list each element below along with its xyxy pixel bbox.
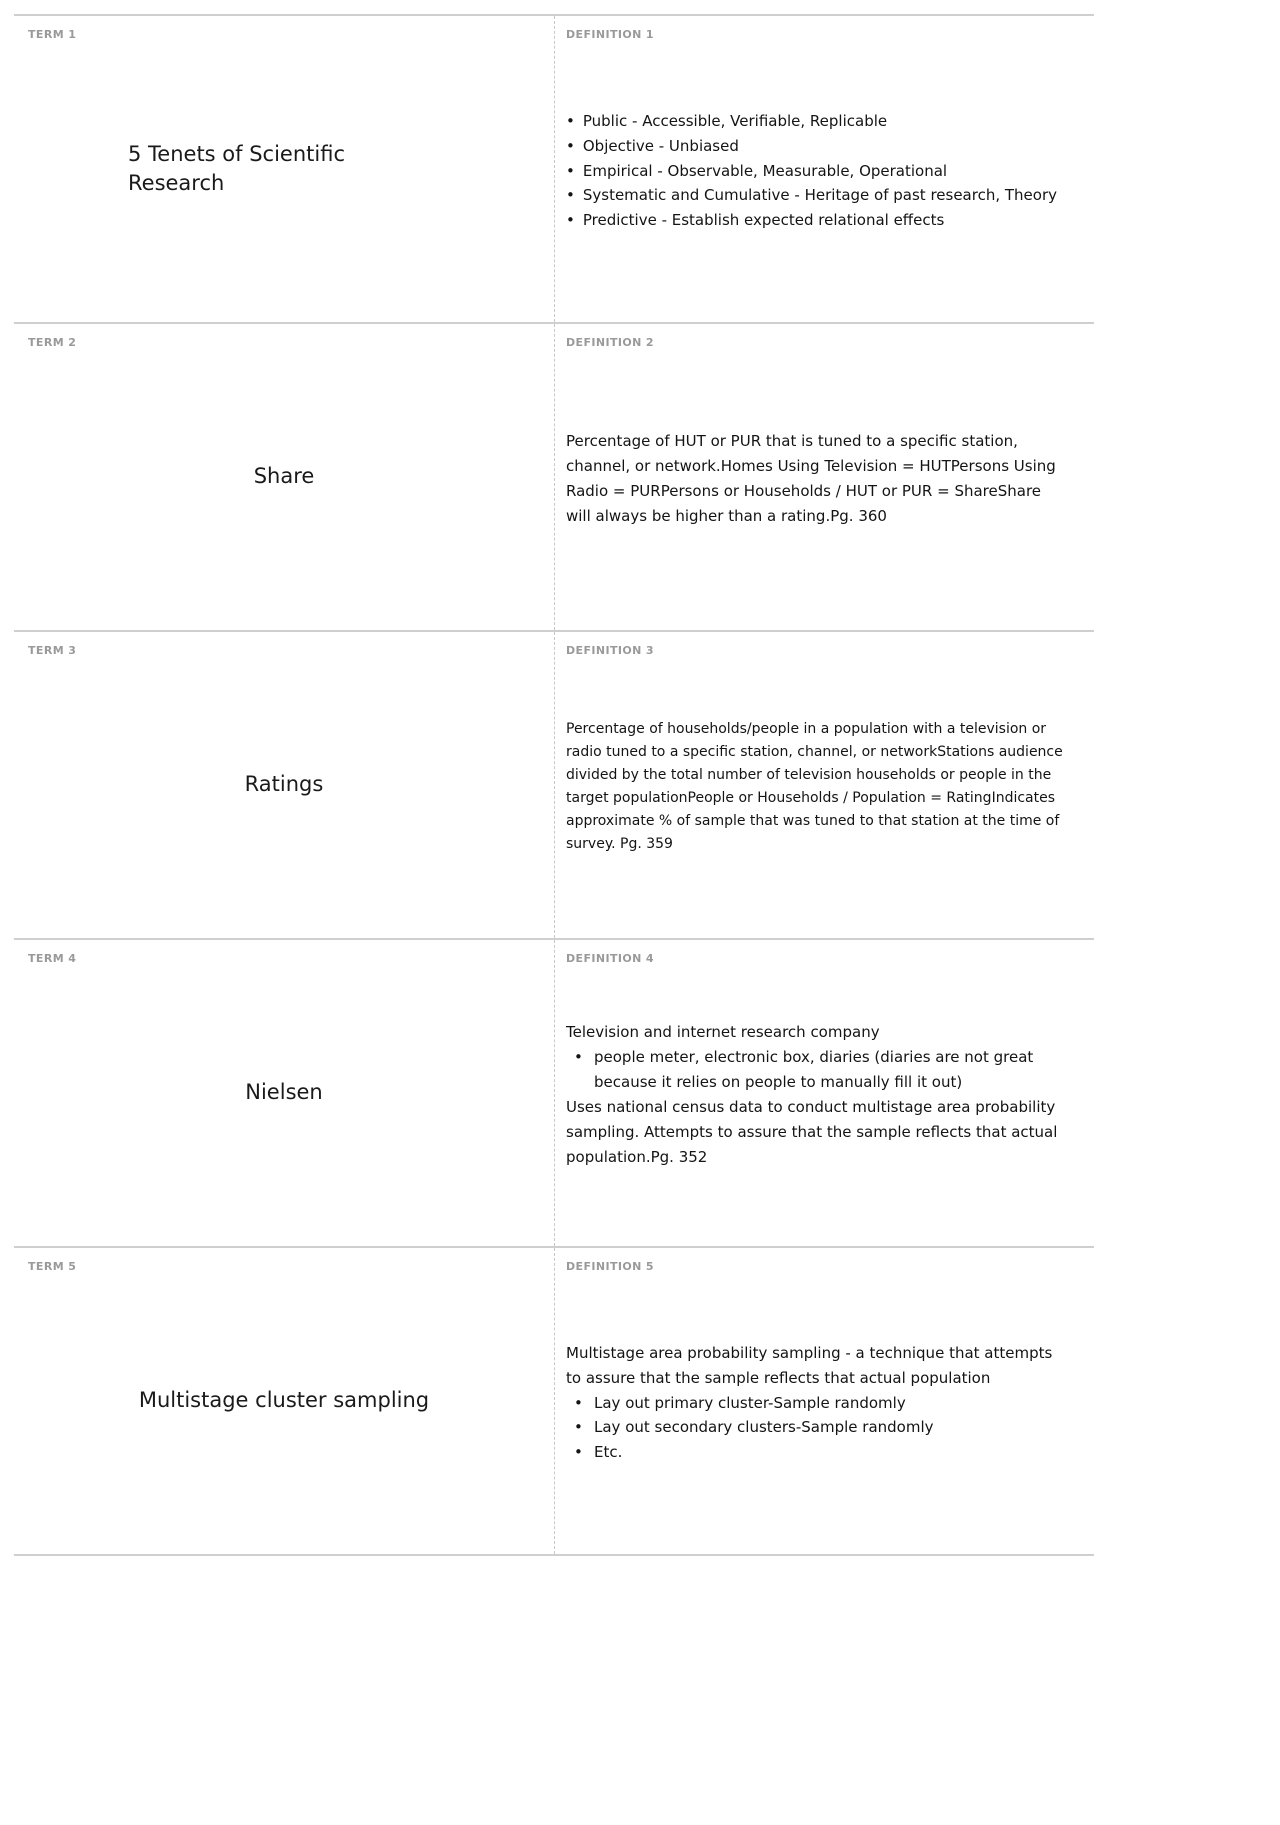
term-cell-2 — [14, 324, 554, 630]
term-label: TERM 2 — [28, 336, 77, 349]
bullet-item: • people meter, electronic box, diaries (diaries are not great because it relies on people to manually fill it out) — [566, 1045, 1066, 1095]
term-text: Ratings — [244, 772, 324, 797]
term-label: TERM 4 — [28, 952, 77, 965]
term-cell-5 — [14, 1248, 554, 1554]
definition-cell-2 — [554, 324, 1094, 630]
definition-cell-1 — [554, 16, 1094, 322]
term-cell-3 — [14, 632, 554, 938]
definition-content — [566, 109, 1066, 233]
term-text: Share — [253, 464, 315, 489]
term-cell-1 — [14, 16, 554, 322]
bullet-item: • Lay out primary cluster-Sample randomly — [566, 1391, 1066, 1416]
bullet-item: • Lay out secondary clusters-Sample randomly — [566, 1415, 1066, 1440]
definition-label: DEFINITION 1 — [566, 28, 654, 41]
flashcard-row-4 — [14, 938, 1094, 1246]
flashcard-list — [14, 14, 1094, 1556]
flashcard-row-3 — [14, 630, 1094, 938]
definition-content — [566, 1341, 1066, 1465]
definition-label: DEFINITION 3 — [566, 644, 654, 657]
definition-content — [566, 1020, 1066, 1169]
definition-label: DEFINITION 4 — [566, 952, 654, 965]
bullet-item: • Public - Accessible, Verifiable, Replicable — [566, 109, 1066, 134]
term-text: 5 Tenets of Scientific Research — [128, 141, 345, 195]
definition-cell-4 — [554, 940, 1094, 1246]
flashcard-row-5 — [14, 1246, 1094, 1554]
bullet-item: • Objective - Unbiased — [566, 134, 1066, 159]
flashcard-row-2 — [14, 322, 1094, 630]
definition-label: DEFINITION 5 — [566, 1260, 654, 1273]
definition-outro: Uses national census data to conduct multistage area probability sampling. Attempts to assure that the sample reflects that actual population.Pg. 352 — [566, 1098, 1058, 1166]
flashcard-row-1 — [14, 14, 1094, 322]
definition-intro: Multistage area probability sampling - a technique that attempts to assure that the sample reflects that actual population — [566, 1343, 1053, 1387]
definition-intro: Television and internet research company — [566, 1023, 880, 1042]
bullet-item: • Etc. — [566, 1440, 1066, 1465]
definition-label: DEFINITION 2 — [566, 336, 654, 349]
bullet-item: • Predictive - Establish expected relational effects — [566, 208, 1066, 233]
term-label: TERM 5 — [28, 1260, 77, 1273]
term-text: Multistage cluster sampling — [138, 1388, 430, 1413]
definition-cell-5 — [554, 1248, 1094, 1554]
bullet-item: • Empirical - Observable, Measurable, Operational — [566, 159, 1066, 184]
term-cell-4 — [14, 940, 554, 1246]
definition-text: Percentage of HUT or PUR that is tuned to a specific station, channel, or network.Homes Using Television = HUTPersons Using Radio = PURPersons or Households / HUT or PUR = ShareShare will always be higher than a rating.Pg. 360 — [566, 432, 1056, 525]
term-text: Nielsen — [245, 1080, 323, 1105]
term-label: TERM 3 — [28, 644, 77, 657]
definition-cell-3 — [554, 632, 1094, 938]
bullet-item: • Systematic and Cumulative - Heritage of past research, Theory — [566, 183, 1066, 208]
term-label: TERM 1 — [28, 28, 77, 41]
definition-text: Percentage of households/people in a population with a television or radio tuned to a specific station, channel, or networkStations audience divided by the total number of television households or people in the target populationPeople or Households / Population = RatingIndicates approximate % of sample that was tuned to that station at the time of survey. Pg. 359 — [566, 720, 1063, 853]
